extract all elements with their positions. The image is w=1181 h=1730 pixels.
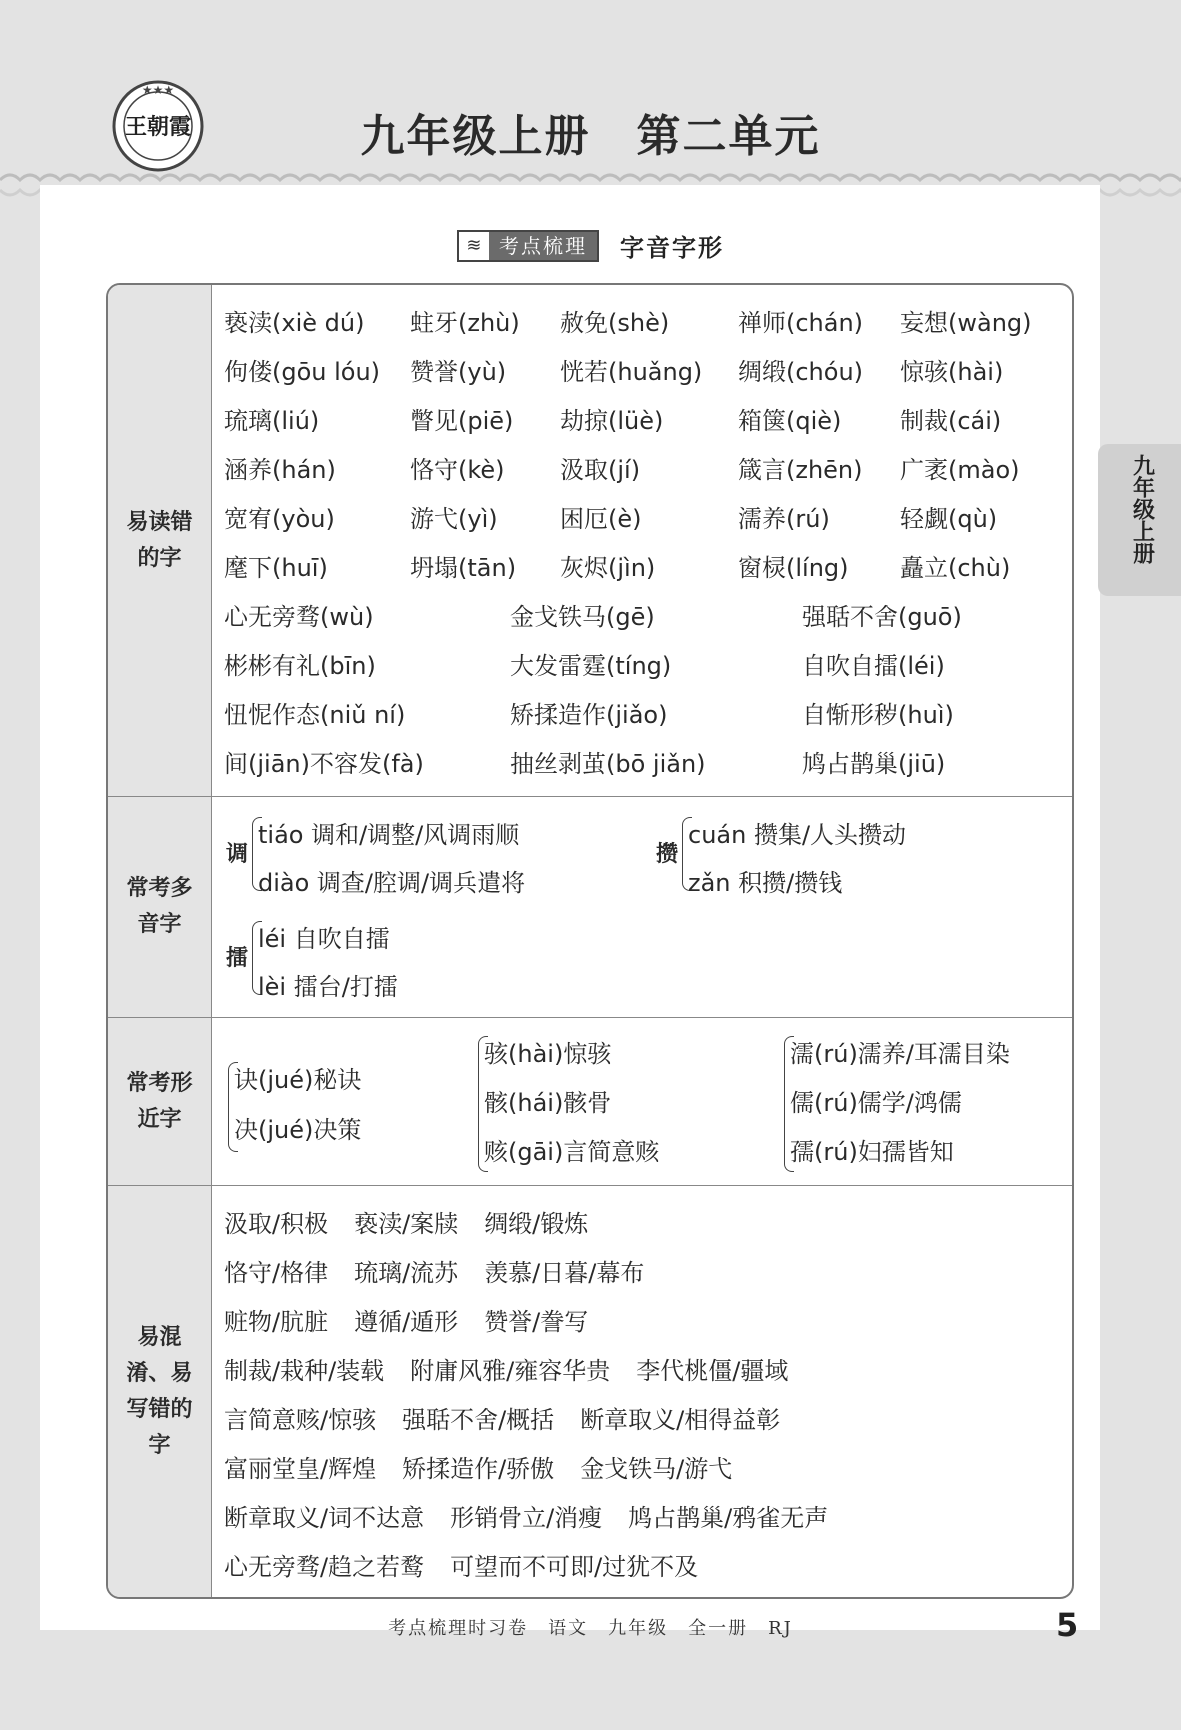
list-item: 汲取(jí) [560,456,641,484]
row-label: 易混淆、易写错的字 [108,1186,212,1597]
list-item [224,1351,814,1386]
list-item: 广袤(mào) [900,456,1020,484]
list-item: 赅(gāi)言简意赅 [484,1138,660,1166]
list-item: tiáo 调和/调整/风调雨顺 [258,821,520,849]
list-item: 箴言(zhēn) [738,456,863,484]
word-group: 亵渎/案牍 [354,1210,459,1238]
word-group: 遵循/遁形 [354,1308,459,1336]
page-title: 九年级上册 第二单元 [360,111,821,162]
list-item: 瞥见(piē) [410,407,514,435]
list-item: 强聒不舍(guō) [802,603,962,631]
word-group: 汲取/积极 [224,1210,329,1238]
list-item: diào 调查/腔调/调兵遣将 [258,869,526,897]
svg-text:王朝霞: 王朝霞 [124,114,192,140]
list-item [224,1253,670,1288]
list-item: 妄想(wàng) [900,309,1032,337]
list-item: 忸怩作态(niǔ ní) [224,701,406,729]
word-group: 矫揉造作/骄傲 [402,1455,555,1483]
list-item: 赦免(shè) [560,309,670,337]
list-item: 绸缎(chóu) [738,358,864,386]
list-item [224,1400,806,1435]
list-item: 蛀牙(zhù) [410,309,520,337]
list-item: 佝偻(gōu lóu) [224,358,381,386]
list-item: 鸠占鹊巢(jiū) [802,750,946,778]
row-label: 常考形近字 [108,1018,212,1185]
polyphone-char: 擂 [226,946,249,971]
list-item: lèi 擂台/打擂 [258,973,398,1001]
row-xingjin [108,1018,1072,1186]
list-item: 骇(hài)惊骇 [484,1040,612,1068]
list-item: 心无旁骛(wù) [224,603,374,631]
list-item: 自吹自擂(léi) [802,652,945,680]
list-item: 涵养(hán) [224,456,336,484]
word-group: 羡慕/日暮/幕布 [484,1259,645,1287]
section-badge: ≋ 考点梳理 [457,230,599,262]
list-item: 惊骇(hài) [900,358,1004,386]
list-item [224,1449,758,1484]
list-item: 自惭形秽(huì) [802,701,954,729]
list-item: 游弋(yì) [410,505,498,533]
wave-icon: ≋ [459,232,489,260]
list-item: 骸(hái)骸骨 [484,1089,612,1117]
list-item: 濡养(rú) [738,505,830,533]
row-hunxiao [108,1186,1072,1597]
list-item: 彬彬有礼(bīn) [224,652,376,680]
list-item: 亵渎(xiè dú) [224,309,365,337]
list-item: 恪守(kè) [410,456,505,484]
row-content [214,1186,1072,1597]
row-label: 易读错的字 [108,285,212,796]
row-label: 常考多音字 [108,797,212,1017]
svg-text:★★★: ★★★ [141,83,175,97]
row-yidu [108,285,1072,797]
list-item: 恍若(huǎng) [560,358,703,386]
list-item: 困厄(è) [560,505,642,533]
list-item: 赞誉(yù) [410,358,507,386]
word-group: 金戈铁马/游弋 [580,1455,733,1483]
list-item: 诀(jué)秘诀 [234,1066,362,1094]
section-heading [0,228,1181,263]
word-group: 心无旁骛/趋之若鹜 [224,1553,425,1581]
word-group: 绸缎/锻炼 [484,1210,589,1238]
word-group: 制裁/栽种/装载 [224,1357,385,1385]
list-item: 坍塌(tān) [410,554,517,582]
word-group: 李代桃僵/疆域 [636,1357,789,1385]
row-content [214,285,1072,796]
knowledge-table [106,283,1074,1599]
list-item [224,1204,614,1239]
word-group: 赞誉/誊写 [484,1308,589,1336]
word-group: 形销骨立/消瘦 [450,1504,603,1532]
page-number: 5 [1056,1606,1079,1644]
list-item: 孺(rú)妇孺皆知 [790,1138,954,1166]
word-group: 断章取义/词不达意 [224,1504,425,1532]
list-item: 大发雷霆(tíng) [510,652,672,680]
polyphone-char: 攒 [656,842,679,867]
word-group: 断章取义/相得益彰 [580,1406,781,1434]
list-item: léi 自吹自擂 [258,925,390,953]
word-group: 强聒不舍/概括 [402,1406,555,1434]
word-group: 鸠占鹊巢/鸦雀无声 [628,1504,829,1532]
word-group: 恪守/格律 [224,1259,329,1287]
list-item [224,1498,854,1533]
row-content [214,1018,1072,1185]
list-item: 劫掠(lüè) [560,407,664,435]
word-group: 赃物/肮脏 [224,1308,329,1336]
list-item: 决(jué)决策 [234,1116,362,1144]
word-group: 言简意赅/惊骇 [224,1406,377,1434]
list-item: 濡(rú)濡养/耳濡目染 [790,1040,1010,1068]
list-item: 抽丝剥茧(bō jiǎn) [510,750,706,778]
footer-text: 考点梳理时习卷 语文 九年级 全一册 RJ [388,1618,793,1639]
grade-side-tab: 九年级上册 [1098,444,1181,596]
list-item: 箱箧(qiè) [738,407,842,435]
list-item: 窗棂(líng) [738,554,849,582]
word-group: 可望而不可即/过犹不及 [450,1553,699,1581]
word-group: 富丽堂皇/辉煌 [224,1455,377,1483]
list-item: 儒(rú)儒学/鸿儒 [790,1089,962,1117]
list-item [224,1547,724,1582]
list-item [224,1302,614,1337]
row-duoyin [108,797,1072,1018]
list-item: 金戈铁马(gē) [510,603,655,631]
list-item: 麾下(huī) [224,554,328,582]
polyphone-char: 调 [226,842,249,867]
list-item: 琉璃(liú) [224,407,320,435]
list-item: cuán 攒集/人头攒动 [688,821,907,849]
list-item: 轻觑(qù) [900,505,998,533]
word-group: 附庸风雅/雍容华贵 [410,1357,611,1385]
list-item: 矗立(chù) [900,554,1011,582]
list-item: 宽宥(yòu) [224,505,335,533]
row-content [214,797,1072,1017]
list-item: zǎn 积攒/攒钱 [688,869,843,897]
word-group: 琉璃/流苏 [354,1259,459,1287]
bottom-band [0,1650,1181,1730]
list-item: 间(jiān)不容发(fà) [224,750,424,778]
list-item: 制裁(cái) [900,407,1002,435]
list-item: 矫揉造作(jiǎo) [510,701,668,729]
list-item: 灰烬(jìn) [560,554,656,582]
section-title: 字音字形 [620,234,725,262]
list-item: 禅师(chán) [738,309,864,337]
